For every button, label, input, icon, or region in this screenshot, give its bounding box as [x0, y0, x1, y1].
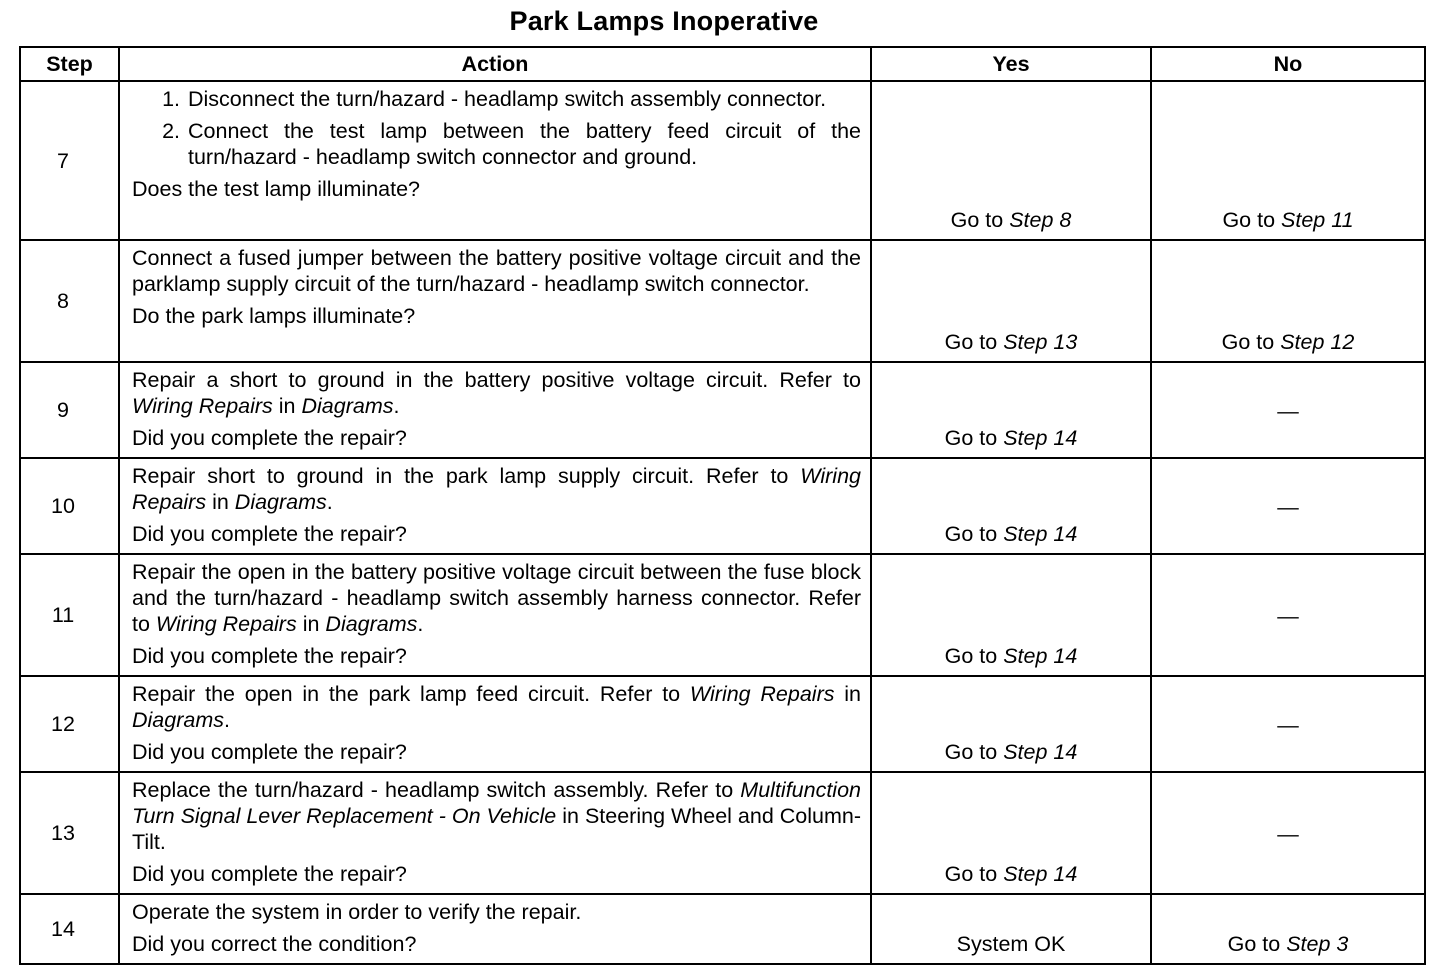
table-row	[20, 554, 1425, 676]
yes-cell	[871, 772, 1151, 894]
reference-section: Diagrams	[132, 708, 224, 732]
no-cell: —	[1151, 362, 1425, 458]
step-number: 12	[20, 676, 119, 772]
goto-step-link[interactable]: Step 14	[1003, 426, 1078, 450]
goto-step-link[interactable]: Step 12	[1280, 330, 1355, 354]
action-cell	[119, 554, 871, 676]
reference-link[interactable]: Wiring Repairs	[689, 682, 835, 706]
action-text: Repair the open in the park lamp feed circuit. Refer to Wiring Repairs in Diagrams.	[132, 682, 861, 732]
step-number: 7	[20, 81, 119, 240]
header-action: Action	[119, 47, 871, 81]
no-cell: —	[1151, 772, 1425, 894]
step-number: 13	[20, 772, 119, 894]
goto-text: Go to	[944, 862, 998, 886]
goto-text: Go to	[944, 330, 998, 354]
yes-cell	[871, 554, 1151, 676]
page-title: Park Lamps Inoperative	[509, 6, 819, 36]
action-text-main: Repair short to ground in the park lamp supply circuit. Refer to	[132, 464, 789, 488]
table-row	[20, 676, 1425, 772]
yes-cell	[871, 240, 1151, 362]
goto-text: Go to	[944, 426, 998, 450]
step-number: 14	[20, 894, 119, 964]
goto-text: Go to	[1221, 330, 1275, 354]
yes-cell	[871, 676, 1151, 772]
goto-text: Go to	[1222, 208, 1276, 232]
action-question: Do the park lamps illuminate?	[132, 304, 416, 328]
reference-section: Steering Wheel and Column-Tilt.	[132, 804, 862, 854]
in-word: in	[302, 612, 320, 636]
header-step: Step	[20, 47, 119, 81]
no-cell: —	[1151, 554, 1425, 676]
action-sub-item: 1. Disconnect the turn/hazard - headlamp switch assembly connector.	[186, 86, 861, 112]
header-row	[20, 47, 1425, 81]
action-question: Did you complete the repair?	[132, 522, 407, 546]
yes-cell	[871, 458, 1151, 554]
action-cell	[119, 772, 871, 894]
step-number: 9	[20, 362, 119, 458]
action-question: Did you complete the repair?	[132, 862, 407, 886]
table-row	[20, 772, 1425, 894]
in-word: in	[278, 394, 296, 418]
reference-link[interactable]: Multifunction Turn Signal Lever Replacement - On Vehicle	[132, 778, 861, 828]
action-text-main: Repair the open in the battery positive voltage circuit between the fuse block and the turn/hazard - headlamp switch assembly harness connector. Refer to	[132, 560, 861, 636]
reference-section: Diagrams	[234, 490, 327, 514]
goto-text: Go to	[944, 644, 998, 668]
table-row	[20, 240, 1425, 362]
reference-link[interactable]: Wiring Repairs	[132, 464, 861, 514]
in-word: in	[844, 682, 861, 706]
action-sub-item: 2. Connect the test lamp between the battery feed circuit of the turn/hazard - headlamp switch connector and ground.	[186, 118, 861, 170]
goto-step-link[interactable]: Step 3	[1286, 932, 1349, 956]
step-number: 10	[20, 458, 119, 554]
yes-cell	[871, 362, 1151, 458]
action-text: Repair the open in the battery positive voltage circuit between the fuse block and the turn/hazard - headlamp switch assembly harness connector. Refer to Wiring Repairs in Diagrams.	[132, 560, 861, 636]
goto-step-link[interactable]: Step 14	[1003, 644, 1078, 668]
action-text: Operate the system in order to verify the repair.	[132, 900, 582, 924]
table-row	[20, 894, 1425, 964]
action-question: Does the test lamp illuminate?	[132, 177, 421, 201]
in-word: in	[562, 804, 579, 828]
no-cell	[1151, 894, 1425, 964]
action-text-main: Replace the turn/hazard - headlamp switch assembly. Refer to	[132, 778, 734, 802]
action-text: Connect a fused jumper between the battery positive voltage circuit and the parklamp supply circuit of the turn/hazard - headlamp switch connector.	[132, 246, 861, 296]
table-row	[20, 362, 1425, 458]
no-cell	[1151, 81, 1425, 240]
step-number: 11	[20, 554, 119, 676]
no-cell: —	[1151, 676, 1425, 772]
no-cell	[1151, 240, 1425, 362]
reference-section: Diagrams	[325, 612, 418, 636]
action-question: Did you complete the repair?	[132, 644, 407, 668]
reference-link[interactable]: Wiring Repairs	[155, 612, 297, 636]
goto-text: Go to	[944, 740, 998, 764]
reference-link[interactable]: Wiring Repairs	[132, 394, 273, 418]
goto-step-link[interactable]: Step 14	[1003, 740, 1078, 764]
table-row	[20, 458, 1425, 554]
goto-step-link[interactable]: Step 14	[1003, 522, 1078, 546]
action-sub-list	[132, 86, 861, 170]
action-question: Did you complete the repair?	[132, 740, 407, 764]
action-cell	[119, 458, 871, 554]
header-yes: Yes	[871, 47, 1151, 81]
goto-step-link[interactable]: Step 14	[1003, 862, 1078, 886]
action-cell	[119, 362, 871, 458]
goto-text: Go to	[950, 208, 1004, 232]
action-cell	[119, 676, 871, 772]
goto-step-link[interactable]: Step 13	[1003, 330, 1078, 354]
action-cell	[119, 240, 871, 362]
no-cell: —	[1151, 458, 1425, 554]
step-number: 8	[20, 240, 119, 362]
table-row	[20, 81, 1425, 240]
goto-text: Go to	[944, 522, 998, 546]
yes-cell: System OK	[871, 894, 1151, 964]
diagnostic-table	[19, 46, 1426, 965]
header-no: No	[1151, 47, 1425, 81]
action-question: Did you correct the condition?	[132, 932, 417, 956]
action-cell	[119, 81, 871, 240]
action-text-main: Repair a short to ground in the battery positive voltage circuit. Refer to	[132, 368, 861, 392]
action-text: Repair short to ground in the park lamp supply circuit. Refer to Wiring Repairs in Diagrams.	[132, 464, 861, 514]
action-text-main: Repair the open in the park lamp feed circuit. Refer to	[132, 682, 681, 706]
yes-cell	[871, 81, 1151, 240]
in-word: in	[212, 490, 229, 514]
action-question: Did you complete the repair?	[132, 426, 407, 450]
action-cell	[119, 894, 871, 964]
action-text	[132, 777, 861, 855]
reference-section: Diagrams	[301, 394, 394, 418]
action-text: Repair a short to ground in the battery positive voltage circuit. Refer to Wiring Repairs in Diagrams.	[132, 368, 861, 418]
goto-step-link[interactable]: Step 8	[1009, 208, 1072, 232]
goto-text: Go to	[1227, 932, 1281, 956]
goto-step-link[interactable]: Step 11	[1281, 208, 1354, 232]
